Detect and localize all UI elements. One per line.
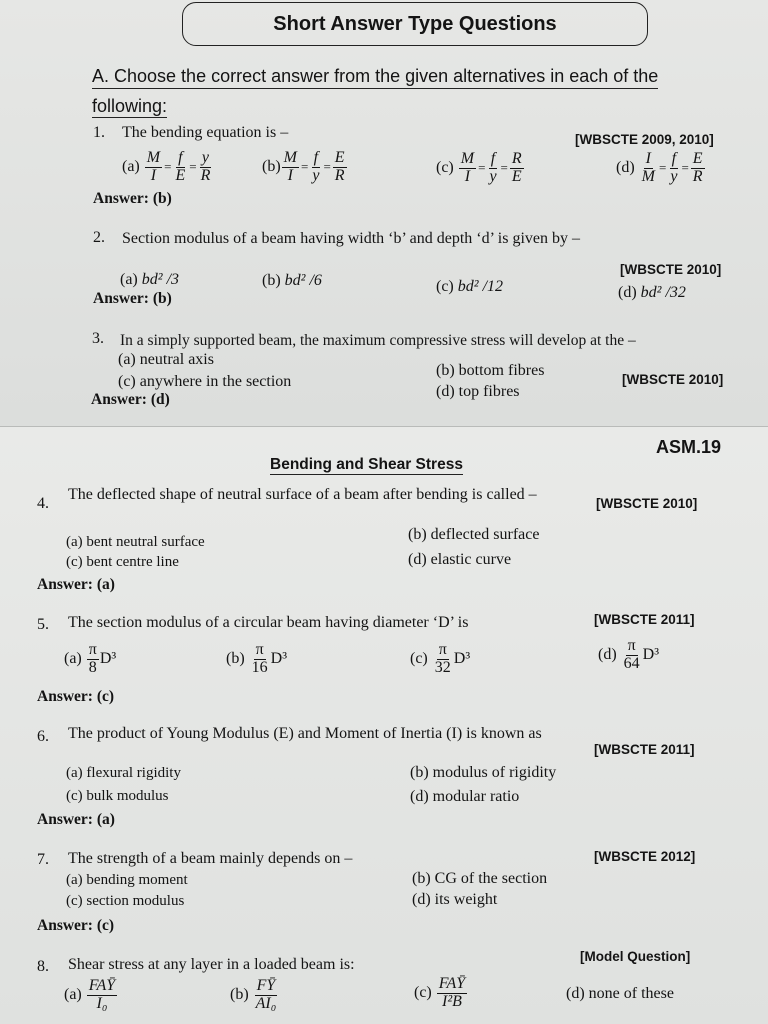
question-5-option-d: (d) $\frac{\pi}{64}$ D³ bbox=[598, 637, 660, 672]
question-5-number: 5. bbox=[37, 616, 49, 633]
question-2-option-a: (a) bd² /3 bbox=[120, 271, 180, 288]
question-7-option-b: (b) CG of the section bbox=[412, 870, 548, 887]
section-title-box bbox=[182, 2, 648, 46]
section-heading: A. Choose the correct answer from the given alternatives in each of the bbox=[92, 66, 658, 89]
question-6-number: 6. bbox=[37, 728, 49, 745]
question-3-number: 3. bbox=[92, 330, 104, 347]
question-1-option-c: (c) $\frac{M}{I}$ = $\frac{f}{y}$ = $\frac{R}{E}$ bbox=[436, 150, 522, 185]
question-4-tag: [WBSCTE 2010] bbox=[596, 496, 698, 511]
question-1-text: The bending equation is – bbox=[122, 124, 289, 141]
question-4-option-a: (a) bent neutral surface bbox=[66, 534, 205, 550]
question-8-text: Shear stress at any layer in a loaded beam is: bbox=[68, 956, 355, 973]
question-3-option-b: (b) bottom fibres bbox=[436, 362, 545, 379]
question-7-option-a: (a) bending moment bbox=[66, 872, 188, 888]
question-8-tag: [Model Question] bbox=[580, 949, 691, 964]
question-8-option-b: (b) $\frac{FȲ}{\text{AI₀}}$ bbox=[230, 977, 277, 1012]
question-2-option-d: (d) bd² /32 bbox=[618, 284, 686, 301]
question-2-tag: [WBSCTE 2010] bbox=[620, 262, 722, 277]
question-7-option-d: (d) its weight bbox=[412, 891, 498, 908]
question-1-option-a: (a) $\frac{M}{I}$ = $\frac{f}{E}$ = $\frac{y}{R}$ bbox=[122, 149, 211, 184]
question-4-option-d: (d) elastic curve bbox=[408, 551, 512, 568]
question-1-tag: [WBSCTE 2009, 2010] bbox=[575, 132, 714, 147]
question-2-option-c: (c) bd² /12 bbox=[436, 278, 504, 295]
question-3-option-c: (c) anywhere in the section bbox=[118, 373, 292, 390]
question-8-option-d: (d) none of these bbox=[566, 985, 674, 1002]
question-4-option-b: (b) deflected surface bbox=[408, 526, 540, 543]
question-5-option-b: (b) $\frac{\pi}{16}$ D³ bbox=[226, 641, 288, 676]
question-6-answer: Answer: (a) bbox=[37, 811, 115, 828]
question-8-option-a: (a) $\frac{\text{FAȲ}}{\text{I₀}}$ bbox=[64, 977, 116, 1012]
question-6-text: The product of Young Modulus (E) and Moment of Inertia (I) is known as bbox=[68, 725, 542, 742]
question-3-text: In a simply supported beam, the maximum compressive stress will develop at the – bbox=[120, 332, 636, 349]
question-6-option-d: (d) modular ratio bbox=[410, 788, 520, 805]
question-6-option-c: (c) bulk modulus bbox=[66, 788, 169, 804]
question-1-option-d: (d) $\frac{I}{M}$ = $\frac{f}{y}$ = $\frac{E}{R}$ bbox=[616, 150, 703, 185]
question-7-text: The strength of a beam mainly depends on – bbox=[68, 850, 353, 867]
question-6-option-a: (a) flexural rigidity bbox=[66, 765, 181, 781]
question-7-option-c: (c) section modulus bbox=[66, 893, 185, 909]
question-8-number: 8. bbox=[37, 958, 49, 975]
question-1-number: 1. bbox=[93, 124, 105, 141]
question-3-tag: [WBSCTE 2010] bbox=[622, 372, 724, 387]
question-2-answer: Answer: (b) bbox=[93, 290, 172, 307]
question-3-answer: Answer: (d) bbox=[91, 391, 170, 408]
question-5-option-a: (a) $\frac{\pi}{8}$ D³ bbox=[64, 641, 117, 676]
question-8-option-c: (c) $\frac{\text{FAȲ}}{\text{I²B}}$ bbox=[414, 975, 466, 1010]
question-2-number: 2. bbox=[93, 229, 105, 246]
question-5-tag: [WBSCTE 2011] bbox=[594, 612, 695, 627]
question-5-option-c: (c) $\frac{\pi}{32}$ D³ bbox=[410, 641, 471, 676]
question-6-option-b: (b) modulus of rigidity bbox=[410, 764, 557, 781]
question-6-tag: [WBSCTE 2011] bbox=[594, 742, 695, 757]
page-code: ASM.19 bbox=[656, 437, 722, 457]
question-7-tag: [WBSCTE 2012] bbox=[594, 849, 696, 864]
question-4-text: The deflected shape of neutral surface of a beam after bending is called – bbox=[68, 486, 537, 503]
section-heading-continued: following: bbox=[92, 96, 168, 116]
question-1-answer: Answer: (b) bbox=[93, 190, 172, 207]
question-1-option-b: (b) $\frac{M}{I}$ = $\frac{f}{y}$ = $\frac{E}{R}$ bbox=[262, 149, 345, 184]
section-title: Short Answer Type Questions bbox=[273, 12, 557, 35]
question-5-text: The section modulus of a circular beam having diameter ‘D’ is bbox=[68, 614, 469, 631]
question-3-option-d: (d) top fibres bbox=[436, 383, 520, 400]
question-4-answer: Answer: (a) bbox=[37, 576, 115, 593]
question-3-option-a: (a) neutral axis bbox=[118, 351, 214, 368]
question-4-number: 4. bbox=[37, 495, 49, 512]
question-4-option-c: (c) bent centre line bbox=[66, 554, 179, 570]
topic-heading: Bending and Shear Stress bbox=[270, 456, 463, 473]
question-7-number: 7. bbox=[37, 851, 49, 868]
question-2-option-b: (b) bd² /6 bbox=[262, 272, 322, 289]
question-5-answer: Answer: (c) bbox=[37, 688, 115, 705]
question-2-text: Section modulus of a beam having width ‘b’ and depth ‘d’ is given by – bbox=[122, 230, 580, 247]
question-7-answer: Answer: (c) bbox=[37, 917, 115, 934]
upper-page bbox=[0, 0, 768, 426]
